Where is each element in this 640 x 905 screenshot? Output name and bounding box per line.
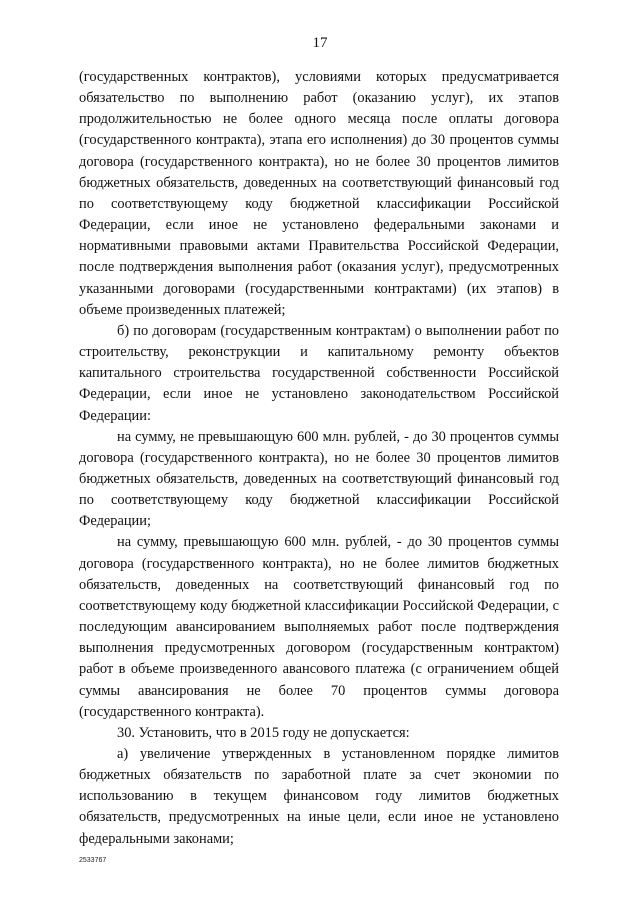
paragraph-continuation: (государственных контрактов), условиями которых предусматривается обязательство по выполнению работ (оказанию услуг), их этапов продолжительностью не более одного месяца после оплаты договора (государственного контракта), этапа его исполнения) до 30 процентов суммы договора (государственного контракта), но не более 30 процентов лимитов бюджетных обязательств, доведенных на соответствующий финансовый год по соответствующему коду бюджетной классификации Российской Федерации, если иное не установлено федеральными законами и нормативными правовыми актами Правительства Российской Федерации, после подтверждения выполнения работ (оказания услуг), предусмотренных указанными договорами (государственными контрактами) (их этапов) в объеме произведенных платежей; bbox=[79, 69, 559, 318]
document-code: 2533767 bbox=[79, 857, 107, 864]
paragraph-item-a: а) увеличение утвержденных в установленном порядке лимитов бюджетных обязательств по заработной плате за счет экономии по использованию в текущем финансовом году лимитов бюджетных обязательств, предусмотренных на иные цели, если иное не установлено федеральными законами; bbox=[79, 746, 559, 847]
paragraph-subitem-over-600: на сумму, превышающую 600 млн. рублей, - до 30 процентов суммы договора (государственного контракта), но не более лимитов бюджетных обязательств, доведенных на соответствующий финансовый год по соответствующему коду бюджетной классификации Российской Федерации, с последующим авансированием выполняемых работ после подтверждения выполнения предусмотренных договором (государственным контрактом) работ в объеме произведенного авансового платежа (с ограничением общей суммы авансирования не более 70 процентов суммы договора (государственного контракта). bbox=[79, 534, 559, 720]
paragraph-subitem-under-600: на сумму, не превышающую 600 млн. рублей, - до 30 процентов суммы договора (государственного контракта), но не более 30 процентов лимитов бюджетных обязательств, доведенных на соответствующий финансовый год по соответствующему коду бюджетной классификации Российской Федерации; bbox=[79, 428, 559, 530]
document-body bbox=[79, 67, 559, 850]
paragraph-item-b: б) по договорам (государственным контрактам) о выполнении работ по строительству, реконструкции и капитальному ремонту объектов капитального строительства государственной собственности Российской Федерации, если иное не установлено законодательством Российской Федерации: bbox=[79, 322, 559, 424]
paragraph-clause-30: 30. Установить, что в 2015 году не допускается: bbox=[117, 724, 410, 741]
page-number: 17 bbox=[312, 35, 328, 51]
